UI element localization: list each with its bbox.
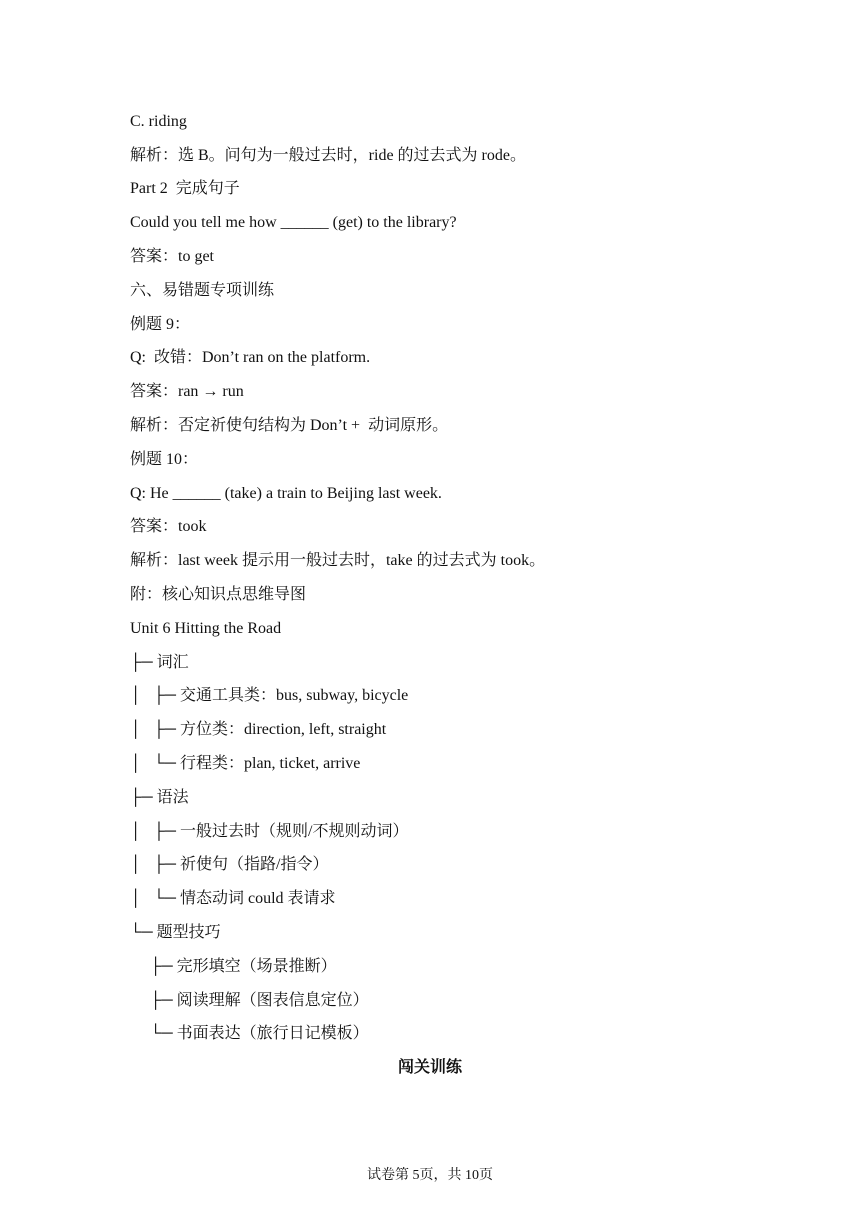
- mindmap-node: ├─ 完形填空（场景推断）: [130, 958, 337, 975]
- mindmap-node: │ ├─ 祈使句（指路/指令）: [130, 856, 329, 873]
- mindmap-node: ├─ 词汇: [130, 654, 189, 671]
- answer-line: 答案：to get: [130, 248, 214, 265]
- mindmap-node: │ ├─ 方位类：direction, left, straight: [130, 721, 387, 738]
- question-line: Q: He ______ (take) a train to Beijing last week.: [130, 485, 442, 502]
- mindmap-node: │ ├─ 交通工具类：bus, subway, bicycle: [130, 687, 409, 704]
- analysis-line: 解析：否定祈使句结构为 Don’t + 动词原形。: [130, 417, 449, 434]
- mindmap-node: │ └─ 行程类：plan, ticket, arrive: [130, 755, 361, 772]
- mindmap-root: Unit 6 Hitting the Road: [130, 620, 282, 637]
- page-footer: 试卷第 5页，共 10页: [367, 1168, 493, 1183]
- section-heading: 六、易错题专项训练: [130, 282, 275, 299]
- mindmap-node: └─ 书面表达（旅行日记模板）: [130, 1025, 369, 1042]
- mindmap-node: ├─ 阅读理解（图表信息定位）: [130, 992, 369, 1009]
- analysis-line: 解析：选 B。问句为一般过去时，ride 的过去式为 rode。: [130, 147, 526, 164]
- example-heading: 例题 9：: [130, 316, 191, 333]
- option-c: C. riding: [130, 113, 187, 130]
- part-heading: Part 2 完成句子: [130, 180, 240, 197]
- question-line: Could you tell me how ______ (get) to the library?: [130, 214, 457, 231]
- mindmap-node: │ ├─ 一般过去时（规则/不规则动词）: [130, 823, 409, 840]
- appendix-heading: 附：核心知识点思维导图: [130, 586, 307, 603]
- example-heading: 例题 10：: [130, 451, 199, 468]
- mindmap-node: ├─ 语法: [130, 789, 189, 806]
- analysis-line: 解析：last week 提示用一般过去时，take 的过去式为 took。: [130, 552, 546, 569]
- question-line: Q: 改错：Don’t ran on the platform.: [130, 349, 371, 366]
- answer-line: 答案：took: [130, 518, 207, 535]
- mindmap-node: │ └─ 情态动词 could 表请求: [130, 890, 336, 907]
- answer-line: 答案：ran → run: [130, 383, 244, 400]
- mindmap-node: └─ 题型技巧: [130, 924, 221, 941]
- section-title: 闯关训练: [397, 1059, 462, 1076]
